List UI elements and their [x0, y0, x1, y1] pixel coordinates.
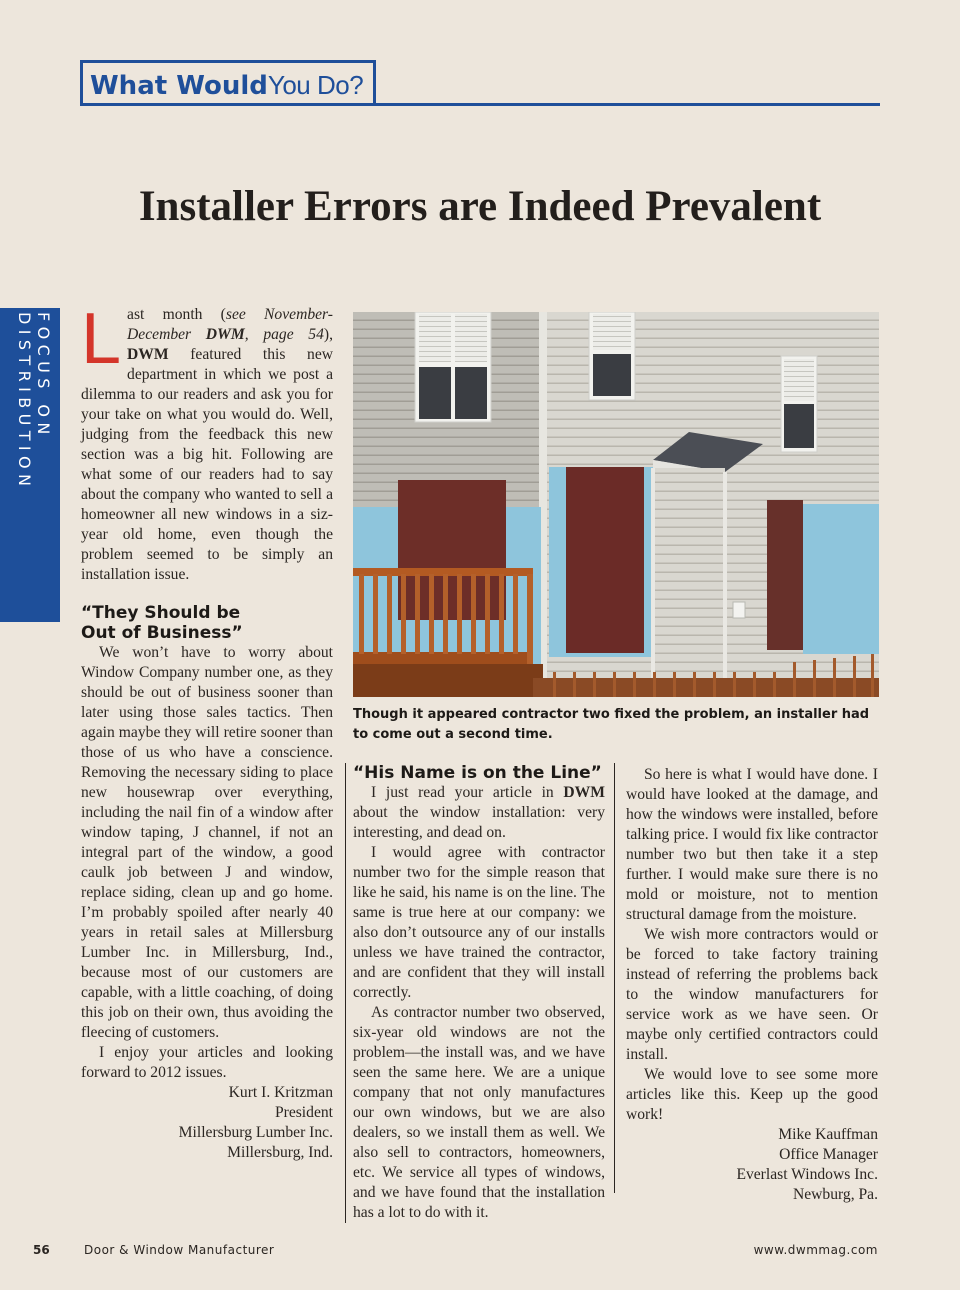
photo-caption: Though it appeared contractor two fixed the problem, an installer had to come out a second time. [353, 707, 870, 742]
column-rule-2 [614, 763, 615, 1193]
signature-title: President [274, 1104, 333, 1121]
paragraph: We would love to see some more articles like this. Keep up the good work! [626, 1066, 878, 1123]
intro-magazine-2: DWM [127, 346, 169, 363]
paragraph: I enjoy your articles and looking forward to 2012 issues. [81, 1044, 333, 1081]
paragraph [353, 783, 605, 843]
paragraph-text: about the window installation: very interesting, and dead on. [353, 804, 605, 841]
column-rule-1 [345, 763, 346, 1223]
intro-paragraph [81, 299, 334, 585]
signature-location: Newburg, Pa. [792, 1186, 878, 1203]
page-number: 56 [33, 1243, 50, 1257]
intro-text-a: ast month ( [127, 306, 226, 323]
paragraph: As contractor number two observed, six-year old windows are not the problem—the install was, and we have seen the same here. We are a unique company that not only manufactures our own windows, but we are also dealers, so we install them as well. We also sell to contractors, homeowners, etc. We service all types of windows, and we have found that the installation has a lot to do with it. [353, 1004, 605, 1221]
side-tab [0, 308, 60, 622]
paragraph: I would agree with contractor number two for the simple reason that like he said, his name is on the line. The same is true here at our company: we also don’t outsource any of our installs unless we have trained the contractor, and are confident that they will install correctly. [353, 844, 605, 1001]
signature-company: Everlast Windows Inc. [736, 1166, 878, 1183]
signature-company: Millersburg Lumber Inc. [178, 1124, 333, 1141]
column-1 [81, 299, 334, 1163]
paragraph: We won’t have to worry about Window Company number one, as they should be out of business sooner than later using those sales tactics. Then again maybe they will retire sooner than those of us who have a conscience. Removing the necessary siding to place new housewrap over everything, including the nail fin of a window after window taping, J channel, if not an integral part of the window, a good caulk job between J and window, replace siding, clean up and go home. I’m probably spoiled after nearly 40 years in retail sales at Millersburg Lumber Inc. in Millersburg, Ind., because most of our customers are capable, with a little coaching, of doing this job on their own, thus avoiding the fleecing of customers. [81, 644, 333, 1041]
signature-name: Kurt I. Kritzman [228, 1084, 333, 1101]
magazine-abbrev: DWM [563, 784, 605, 801]
column-3 [626, 765, 878, 1205]
house-photo-illustration [353, 312, 879, 697]
subheading-1a: “They Should be [81, 603, 241, 623]
section-title-light: You Do? [267, 70, 364, 100]
article-title: Installer Errors are Indeed Prevalent [138, 183, 822, 230]
header-rule [80, 103, 880, 106]
subheading-2: “His Name is on the Line” [353, 763, 602, 783]
intro-text-b: ), [323, 326, 333, 343]
section-header-box [80, 60, 376, 104]
magazine-url: www.dwmmag.com [753, 1243, 878, 1257]
subheading-1b: Out of Business” [81, 623, 243, 643]
intro-reference: see November-December [127, 306, 334, 343]
section-title-bold: What Would [90, 71, 268, 101]
intro-page: , page 54 [244, 326, 324, 343]
paragraph: We wish more contractors would or be forced to take factory training instead of referring the problems back to the window manufacturers for service work as we have seen. Or maybe only certified contractors could install. [626, 926, 878, 1063]
magazine-name: Door & Window Manufacturer [84, 1243, 275, 1257]
paragraph-text: I just read your article in [371, 784, 564, 801]
section-header [80, 60, 880, 106]
paragraph: So here is what I would have done. I would have looked at the damage, and how the windows were installed, before talking price. I would fix like contractor number two but then take it a step further. I would make sure there is no mold or moisture, not to mention structural damage from the moisture. [626, 766, 878, 923]
side-tab-label: FOCUS ON DISTRIBUTION [15, 312, 53, 492]
signature-title: Office Manager [779, 1146, 878, 1163]
column-2 [353, 763, 605, 1223]
article-photo [353, 312, 879, 697]
intro-text-c: featured this new department in which we post a dilemma to our readers and ask you for your take on what you would do. Well, judging from the feedback this new section was a big hit. Following are what some of our readers had to say about the company who wanted to sell a homeowner all new windows in a siz-year old home, even though the problem seemed to be simply an installation issue. [81, 346, 333, 583]
signature-location: Millersburg, Ind. [227, 1144, 333, 1161]
drop-cap: L [81, 299, 122, 379]
intro-magazine: DWM [205, 326, 245, 343]
signature-name: Mike Kauffman [778, 1126, 878, 1143]
